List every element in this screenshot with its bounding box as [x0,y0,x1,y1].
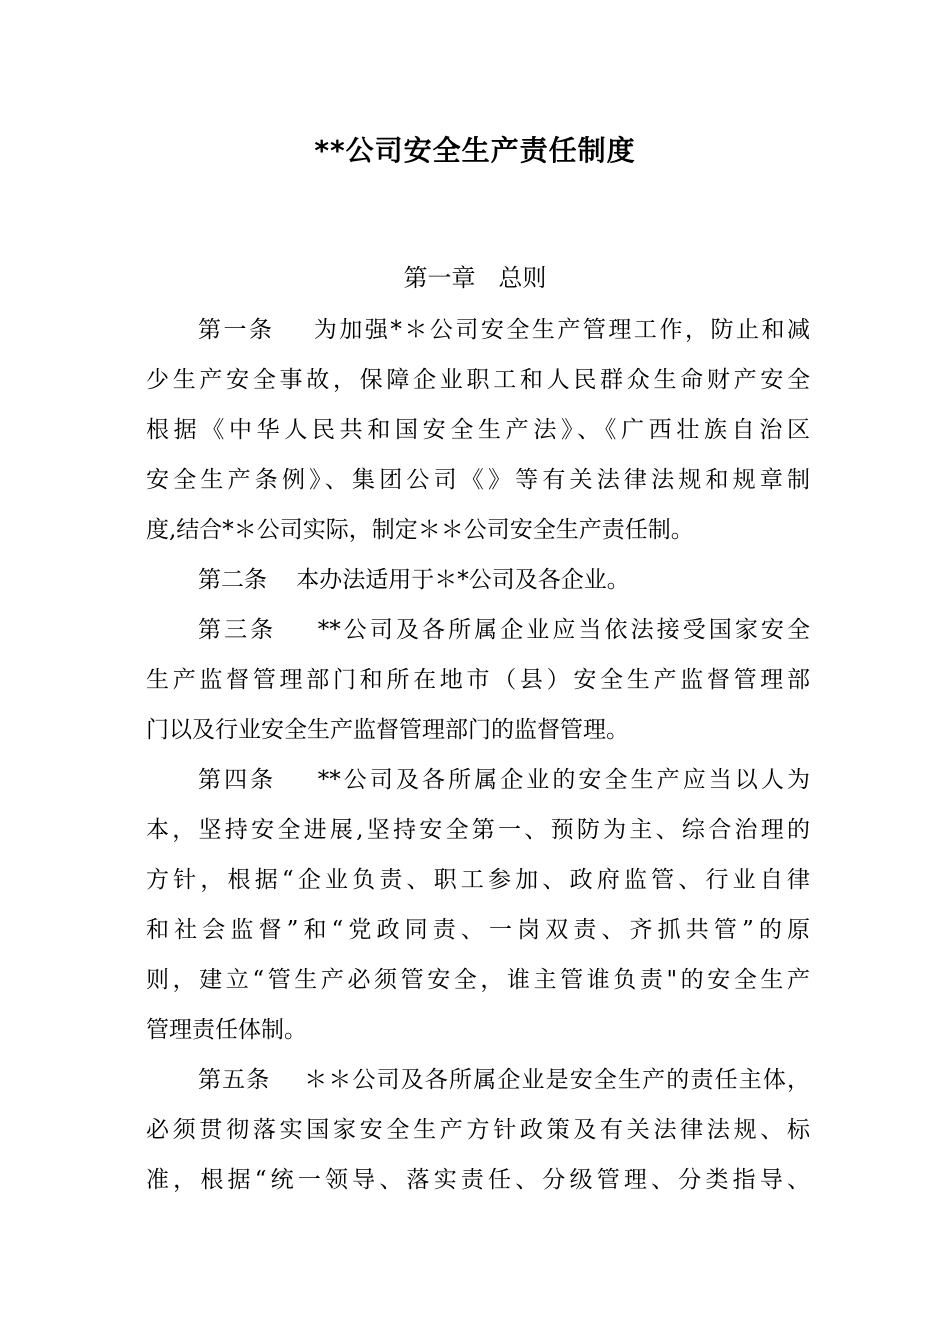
article-3 [146,605,810,755]
paragraph-line: 方针，根据“企业负责、职工参加、政府监管、行业自律 [146,867,810,893]
paragraph-line: 门以及行业安全生产监督管理部门的监督管理。 [146,717,629,743]
article-2 [146,555,810,605]
paragraph-line: 根据《中华人民共和国安全生产法》、《广西壮族自治区 [146,417,810,443]
paragraph-line: 第二条 本办法适用于＊*公司及各企业。 [198,567,630,593]
paragraph-line: 安全生产条例》、集团公司《》等有关法律法规和规章制 [146,467,810,493]
article-4 [146,755,810,1055]
paragraph-line: 度,结合*＊公司实际，制定＊＊公司安全生产责任制。 [146,517,694,543]
paragraph-line: 少生产安全事故，保障企业职工和人民群众生命财产安全 [146,367,810,393]
document-body [146,305,810,1205]
paragraph-line: 准，根据“统一领导、落实责任、分级管理、分类指导、 [146,1167,810,1193]
paragraph-line: 第一条 为加强*＊公司安全生产管理工作，防止和减 [198,317,810,343]
paragraph-line: 第五条 ＊＊公司及各所属企业是安全生产的责任主体， [198,1067,810,1093]
paragraph-line: 则，建立“管生产必须管安全，谁主管谁负责"的安全生产 [146,967,810,993]
article-5 [146,1055,810,1205]
article-1 [146,305,810,555]
paragraph-line: 管理责任体制。 [146,1017,307,1043]
chapter-title: 第一章 总则 [403,264,547,292]
paragraph-line: 本，坚持安全进展,坚持安全第一、预防为主、综合治理的 [146,817,810,843]
document-title: **公司安全生产责任制度 [314,134,636,167]
paragraph-line: 和社会监督”和“党政同责、一岗双责、齐抓共管”的原 [146,917,810,943]
paragraph-line: 生产监督管理部门和所在地市（县）安全生产监督管理部 [146,667,810,693]
paragraph-line: 第四条 **公司及各所属企业的安全生产应当以人为 [198,767,810,793]
paragraph-line: 必须贯彻落实国家安全生产方针政策及有关法律法规、标 [146,1117,810,1143]
paragraph-line: 第三条 **公司及各所属企业应当依法接受国家安全 [198,617,810,643]
